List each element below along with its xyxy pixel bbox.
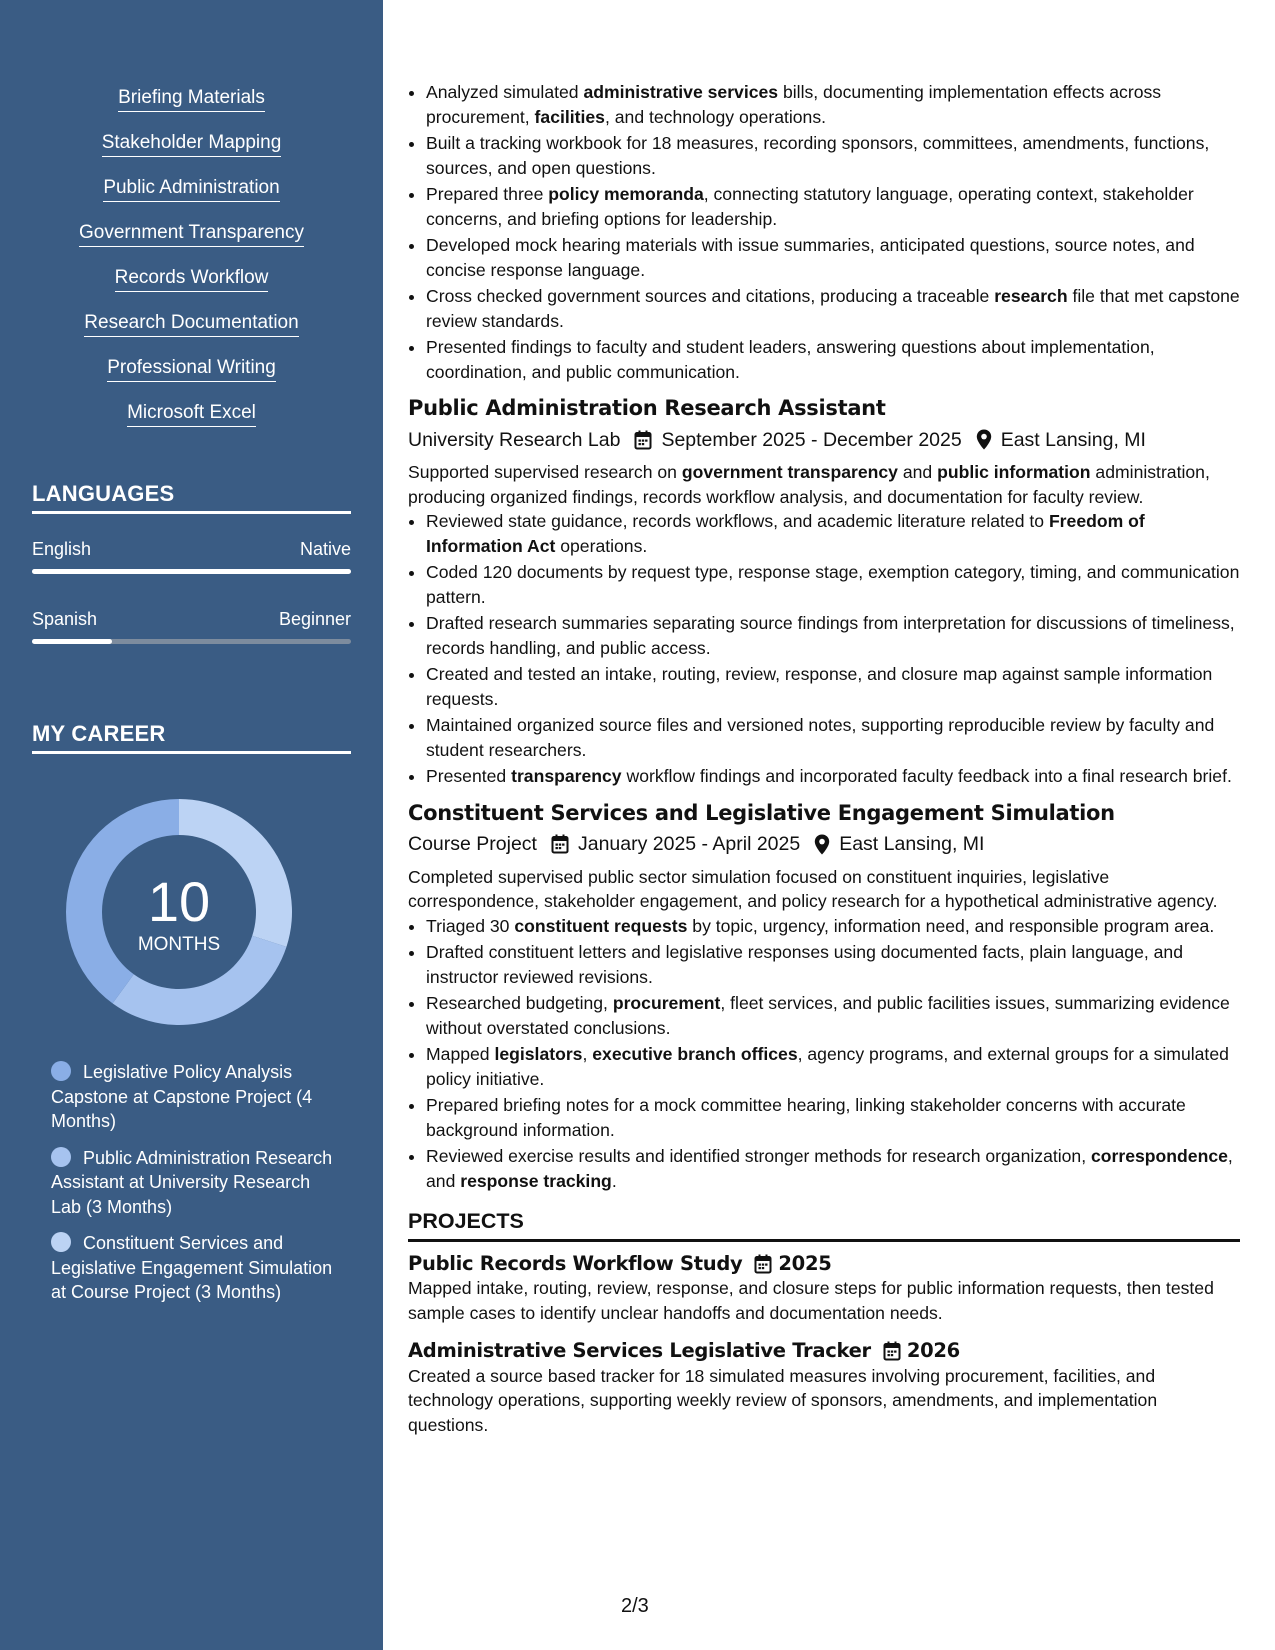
sidebar (0, 0, 383, 1650)
bullet-item: • Cross checked government sources and citations, producing a traceable research file that met capstone review standards. (426, 284, 1240, 333)
career-legend (51, 1060, 341, 1317)
language-english (32, 539, 351, 574)
bullet-item: • Mapped legislators, executive branch offices, agency programs, and external groups for a simulated policy initiative. (426, 1042, 1240, 1091)
project-year: 2025 (778, 1251, 832, 1275)
bullet-item: • Reviewed exercise results and identified stronger methods for research organization, correspondence, and response tracking. (426, 1144, 1240, 1193)
bullet-item: • Drafted research summaries separating source findings from interpretation for discussions of timeliness, records handling, and public access. (426, 611, 1240, 660)
skill-item: Stakeholder Mapping (0, 130, 383, 175)
job-title: Constituent Services and Legislative Engagement Simulation (408, 800, 1115, 825)
skill-item: Records Workflow (0, 265, 383, 310)
bullet-item: • Created and tested an intake, routing, review, response, and closure map against sample information requests. (426, 662, 1240, 711)
job-dates: September 2025 - December 2025 (661, 428, 962, 451)
career-legend-item: Public Administration Research Assistant at University Research Lab (3 Months) (51, 1147, 333, 1217)
language-bar (32, 569, 351, 574)
skill-item: Public Administration (0, 175, 383, 220)
calendar-icon (634, 430, 652, 450)
languages-heading: LANGUAGES (32, 481, 351, 514)
legend-dot-icon (51, 1232, 71, 1252)
bullet-item: • Prepared briefing notes for a mock committee hearing, linking stakeholder concerns with accurate background information. (426, 1093, 1240, 1142)
skill-item: Professional Writing (0, 355, 383, 400)
calendar-icon (883, 1341, 901, 1361)
bullet-item: • Presented findings to faculty and student leaders, answering questions about implementation, coordination, and public communication. (426, 335, 1240, 384)
bullet-item: • Developed mock hearing materials with issue summaries, anticipated questions, source notes, and concise response language. (426, 233, 1240, 282)
calendar-icon (754, 1254, 772, 1274)
job-meta (408, 428, 1240, 453)
language-spanish (32, 609, 351, 644)
main-content (408, 80, 1240, 1437)
bullet-item: • Researched budgeting, procurement, fleet services, and public facilities issues, summarizing evidence without overstated conclusions. (426, 991, 1240, 1040)
project-title: Administrative Services Legislative Tracker 2026 (408, 1339, 960, 1362)
bullet-item: • Maintained organized source files and versioned notes, supporting reproducible review by faculty and student researchers. (426, 713, 1240, 762)
bullet-item: • Coded 120 documents by request type, response stage, exemption category, timing, and communication pattern. (426, 560, 1240, 609)
skill-item: Briefing Materials (0, 85, 383, 130)
career-heading: MY CAREER (32, 721, 351, 754)
location-pin-icon (814, 834, 830, 855)
skill-item: Government Transparency (0, 220, 383, 265)
career-total-unit: MONTHS (137, 934, 221, 955)
location-pin-icon (976, 429, 992, 450)
calendar-icon (551, 834, 569, 854)
legend-dot-icon (51, 1147, 71, 1167)
language-level: Beginner (278, 609, 351, 629)
career-legend-item: Legislative Policy Analysis Capstone at Capstone Project (4 Months) (51, 1062, 313, 1131)
page-number: 2/3 (621, 1595, 649, 1617)
language-level: Native (299, 539, 351, 559)
skills-list (0, 85, 383, 445)
career-legend-item: Constituent Services and Legislative Engagement Simulation at Course Project (3 Months) (51, 1233, 333, 1302)
job-bullets (408, 914, 1240, 1194)
bullet-item: • Triaged 30 constituent requests by topic, urgency, information need, and responsible program area. (426, 914, 1240, 939)
bullet-item: • Presented transparency workflow findings and incorporated faculty feedback into a final research brief. (426, 764, 1240, 789)
job-org: Course Project (408, 833, 537, 855)
job-summary: Completed supervised public sector simulation focused on constituent inquiries, legislative correspondence, stakeholder engagement, and policy research for a hypothetical administrative agency. (408, 866, 1218, 911)
job-title: Public Administration Research Assistant (408, 396, 886, 420)
career-total-number: 10 (147, 870, 211, 933)
legend-dot-icon (51, 1061, 71, 1081)
job-meta (408, 832, 1240, 857)
language-bar (32, 639, 351, 644)
bullet-item: • Analyzed simulated administrative services bills, documenting implementation effects across procurement, facilities, and technology operations. (426, 80, 1240, 129)
capstone-bullets (408, 80, 1240, 384)
job-location: East Lansing, MI (1000, 428, 1146, 451)
job-location: East Lansing, MI (839, 833, 985, 855)
projects-heading: PROJECTS (408, 1209, 1240, 1242)
language-name: English (32, 539, 92, 559)
bullet-item: • Drafted constituent letters and legislative responses using documented facts, plain language, and instructor reviewed revisions. (426, 940, 1240, 989)
bullet-item: • Reviewed state guidance, records workflows, and academic literature related to Freedom of Information Act operations. (426, 509, 1240, 558)
skill-item: Microsoft Excel (0, 400, 383, 445)
project-title: Public Records Workflow Study 2025 (408, 1251, 832, 1275)
skill-item: Research Documentation (0, 310, 383, 355)
bullet-item: • Prepared three policy memoranda, connecting statutory language, operating context, stakeholder concerns, and briefing options for leadership. (426, 182, 1240, 231)
language-bar-fill (32, 639, 112, 644)
job-dates: January 2025 - April 2025 (577, 833, 801, 855)
language-name: Spanish (32, 609, 98, 629)
job-org: University Research Lab (408, 428, 621, 451)
job-summary: Supported supervised research on government transparency and public information administration, producing organized findings, records workflow analysis, and documentation for faculty review. (408, 462, 1210, 507)
project-year: 2026 (906, 1339, 960, 1362)
job-bullets (408, 509, 1240, 789)
project-description: Mapped intake, routing, review, response, and closure steps for public information requests, then tested sample cases to identify unclear handoffs and documentation needs. (408, 1278, 1214, 1323)
project-description: Created a source based tracker for 18 simulated measures involving procurement, facilities, and technology operations, supporting weekly review of sponsors, amendments, and implementation questions. (408, 1365, 1158, 1435)
bullet-item: • Built a tracking workbook for 18 measures, recording sponsors, committees, amendments, functions, sources, and open questions. (426, 131, 1240, 180)
language-bar-fill (32, 569, 351, 574)
